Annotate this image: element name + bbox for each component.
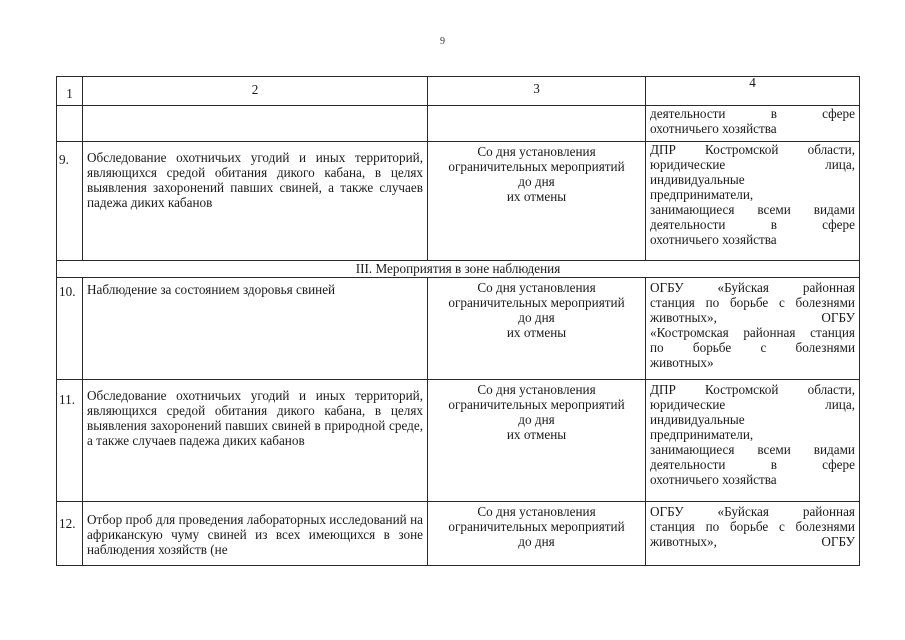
period-line: до дня <box>518 310 555 325</box>
row-period <box>428 142 646 261</box>
period-line: их отмены <box>506 325 567 340</box>
period-line: их отмены <box>506 189 567 204</box>
header-col-4: 4 <box>646 77 860 106</box>
responsible-line: охотничьего хозяйства <box>650 232 777 247</box>
row-number: 10. <box>57 278 83 380</box>
table-row <box>57 278 860 380</box>
period-line: ограничительных мероприятий <box>448 295 625 310</box>
responsible-line: животных», ОГБУ <box>650 534 855 549</box>
responsible-line: станция по борьбе с болезнями <box>650 519 855 534</box>
row-action: Отбор проб для проведения лабораторных исследований на африканскую чуму свиней из всех имеющихся в зоне наблюдения хозяйств (не <box>83 502 428 566</box>
responsible-line: охотничьего хозяйства <box>650 121 777 136</box>
period-line: Со дня установления <box>477 382 596 397</box>
table-row <box>57 106 860 142</box>
row-responsible <box>646 106 860 142</box>
row-number: 11. <box>57 380 83 502</box>
responsible-line: ДПР Костромской области, <box>650 142 855 157</box>
row-responsible <box>646 142 860 261</box>
responsible-line: деятельности в сфере <box>650 217 855 232</box>
measures-table <box>56 76 860 566</box>
section-title: III. Мероприятия в зоне наблюдения <box>57 261 860 278</box>
row-period <box>428 106 646 142</box>
row-action: Наблюдение за состоянием здоровья свиней <box>83 278 428 380</box>
row-action: Обследование охотничьих угодий и иных территорий, являющихся средой обитания дикого кабана, в целях выявления захоронений павших свиней, а также случаев падежа диких кабанов <box>83 142 428 261</box>
responsible-line: деятельности в сфере <box>650 457 855 472</box>
header-col-2: 2 <box>83 77 428 106</box>
section-row <box>57 261 860 278</box>
row-responsible <box>646 380 860 502</box>
period-line: Со дня установления <box>477 144 596 159</box>
page-number: 9 <box>440 36 445 47</box>
responsible-line: занимающиеся всеми видами <box>650 442 855 457</box>
responsible-line: ДПР Костромской области, <box>650 382 855 397</box>
table-row <box>57 502 860 566</box>
period-line: до дня <box>518 534 555 549</box>
row-action: Обследование охотничьих угодий и иных территорий, являющихся средой обитания дикого кабана, в целях выявления захоронений павших свиней в природной среде, а также случаев падежа диких кабанов <box>83 380 428 502</box>
responsible-line: предприниматели, <box>650 187 754 202</box>
header-col-1: 1 <box>57 77 83 106</box>
row-action <box>83 106 428 142</box>
row-period <box>428 278 646 380</box>
responsible-line: животных», ОГБУ <box>650 310 855 325</box>
period-line: ограничительных мероприятий <box>448 397 625 412</box>
responsible-line: животных» <box>650 355 714 370</box>
period-line: их отмены <box>506 427 567 442</box>
row-number: 9. <box>57 142 83 261</box>
responsible-line: индивидуальные <box>650 172 745 187</box>
responsible-line: деятельности в сфере <box>650 106 855 121</box>
responsible-line: юридические лица, <box>650 397 855 412</box>
responsible-line: занимающиеся всеми видами <box>650 202 855 217</box>
responsible-line: индивидуальные <box>650 412 745 427</box>
responsible-line: охотничьего хозяйства <box>650 472 777 487</box>
row-responsible <box>646 278 860 380</box>
responsible-line: юридические лица, <box>650 157 855 172</box>
row-period <box>428 380 646 502</box>
row-period <box>428 502 646 566</box>
row-number: 12. <box>57 502 83 566</box>
responsible-line: по борьбе с болезнями <box>650 340 855 355</box>
period-line: ограничительных мероприятий <box>448 159 625 174</box>
row-responsible <box>646 502 860 566</box>
table-row <box>57 142 860 261</box>
responsible-line: станция по борьбе с болезнями <box>650 295 855 310</box>
responsible-line: предприниматели, <box>650 427 754 442</box>
table-header-row <box>57 77 860 106</box>
period-line: до дня <box>518 412 555 427</box>
responsible-line: ОГБУ «Буйская районная <box>650 504 855 519</box>
period-line: Со дня установления <box>477 280 596 295</box>
table-row <box>57 380 860 502</box>
responsible-line: ОГБУ «Буйская районная <box>650 280 855 295</box>
responsible-line: «Костромская районная станция <box>650 325 855 340</box>
row-number <box>57 106 83 142</box>
period-line: до дня <box>518 174 555 189</box>
header-col-3: 3 <box>428 77 646 106</box>
period-line: ограничительных мероприятий <box>448 519 625 534</box>
period-line: Со дня установления <box>477 504 596 519</box>
